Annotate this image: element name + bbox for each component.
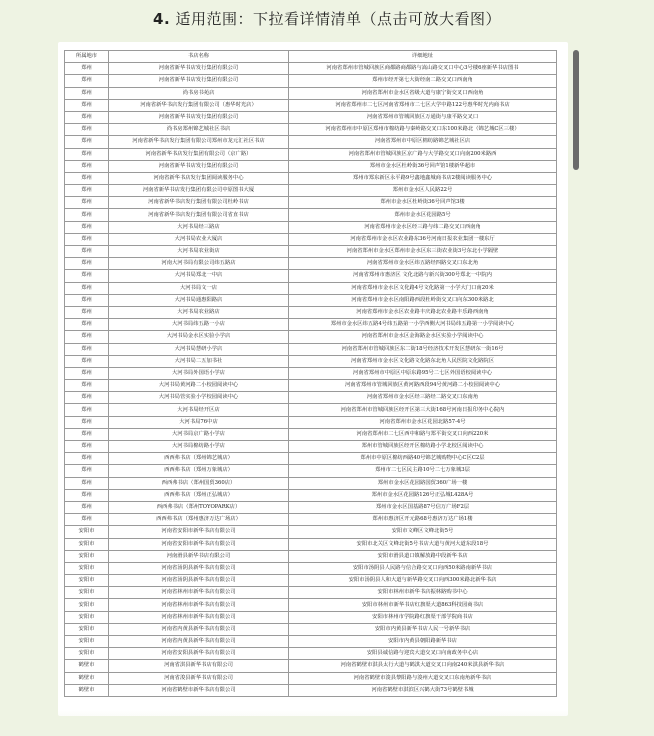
cell-address: 河南省郑州市金水区文化路文化路东北角人民医院文化路院区: [289, 355, 557, 367]
cell-store-name: 河南省内黄县新华书店有限公司: [109, 636, 289, 648]
cell-address: 郑州市金水区花园路126号正弘城L428A号: [289, 489, 557, 501]
cell-address: 河南省郑州市惠济区 文化北路与新兴街300号郑北一中院内: [289, 270, 557, 282]
table-row: [65, 209, 557, 221]
cell-address: 河南省郑州市金水区花园北路57-4号: [289, 416, 557, 428]
cell-address: 安阳市林州市新华书店振林路购书中心: [289, 587, 557, 599]
cell-city: 郑州: [65, 246, 109, 258]
cell-store-name: 尚书房郑州锦艺城社区书店: [109, 124, 289, 136]
table-row: [65, 453, 557, 465]
cell-address: 安阳市北关区文峰北街5号书店大道与黄河大道东段18号: [289, 538, 557, 550]
cell-city: 郑州: [65, 441, 109, 453]
cell-address: 郑州市郑东新区永平路9号鑫地鑫城商书店2楼阅读服务中心: [289, 172, 557, 184]
cell-address: 郑州市金水区花园路5号: [289, 209, 557, 221]
cell-city: 安阳市: [65, 599, 109, 611]
cell-city: 郑州: [65, 428, 109, 440]
cell-store-name: 大河书局郑北一中店: [109, 270, 289, 282]
cell-store-name: 西西弗书店（郑州TOYOPARK店）: [109, 501, 289, 513]
cell-store-name: 大河书局农业路店: [109, 306, 289, 318]
table-row: [65, 514, 557, 526]
table-row: [65, 258, 557, 270]
cell-city: 郑州: [65, 380, 109, 392]
table-row: [65, 282, 557, 294]
table-row: [65, 489, 557, 501]
cell-store-name: 大河书局棉纺路小学店: [109, 441, 289, 453]
cell-address: 河南省郑州市管城回族区京广路与大学路交叉口向南200米路西: [289, 148, 557, 160]
cell-city: 郑州: [65, 367, 109, 379]
cell-city: 郑州: [65, 392, 109, 404]
cell-store-name: 大河书局慧研小学店: [109, 343, 289, 355]
table-row: [65, 75, 557, 87]
table-row: [65, 660, 557, 672]
cell-address: 郑州市管城回族区经开区棉纺路小学北校区阅读中心: [289, 441, 557, 453]
cell-address: 安阳市林州市新华书店红旗渠大道863科技园商书店: [289, 599, 557, 611]
cell-city: 郑州: [65, 355, 109, 367]
cell-store-name: 西西弗书店（郑州锦艺城店）: [109, 453, 289, 465]
cell-address: 河南省郑州市金水区经三路经二路交叉口东南角: [289, 392, 557, 404]
cell-address: 河南省鹤壁市浚县黎阳路与浚州大道交叉口东南角新华书店: [289, 672, 557, 684]
cell-city: 郑州: [65, 87, 109, 99]
table-row: [65, 294, 557, 306]
cell-store-name: 大河书局外国语小学店: [109, 367, 289, 379]
cell-address: 河南省郑州市金水区南阳路西段杜岭街交叉口向东300米路北: [289, 294, 557, 306]
cell-city: 郑州: [65, 99, 109, 111]
cell-store-name: 大河书局农业街店: [109, 246, 289, 258]
table-row: [65, 599, 557, 611]
cell-city: 安阳市: [65, 623, 109, 635]
cell-address: 郑州市金水区纬五路4号纬五路第一小学西侧大河书局纬五路第一小学阅读中心: [289, 319, 557, 331]
cell-store-name: 大河书局二五加书社: [109, 355, 289, 367]
cell-city: 郑州: [65, 501, 109, 513]
table-row: [65, 197, 557, 209]
cell-city: 郑州: [65, 489, 109, 501]
cell-address: 安阳县诚信路与迎宾大道交叉口向南政务中心店: [289, 648, 557, 660]
cell-city: 安阳市: [65, 538, 109, 550]
table-row: [65, 246, 557, 258]
cell-city: 郑州: [65, 343, 109, 355]
cell-address: 郑州市金水区杜岭街36号回声馆3楼: [289, 197, 557, 209]
cell-address: 安阳市汤阴县人和大道与新华路交叉口向西300米路北新华书店: [289, 575, 557, 587]
table-row: [65, 636, 557, 648]
table-row: [65, 355, 557, 367]
scrollbar[interactable]: [573, 50, 579, 170]
cell-store-name: 大河书局76中店: [109, 416, 289, 428]
header-store-name: 书店名称: [109, 51, 289, 63]
cell-address: 河南省鹤壁市淇滨区兴鹤大街73号鹤壁书城: [289, 684, 557, 696]
cell-city: 郑州: [65, 160, 109, 172]
cell-address: 安阳市内黄县新华书店人民一号新华书店: [289, 623, 557, 635]
cell-city: 郑州: [65, 136, 109, 148]
cell-store-name: 河南省新华书店发行集团阅读服务中心: [109, 172, 289, 184]
cell-store-name: 大河书局农业大厦店: [109, 233, 289, 245]
cell-city: 郑州: [65, 282, 109, 294]
cell-store-name: 河南省鹤壁市新华书店有限公司: [109, 684, 289, 696]
cell-city: 郑州: [65, 209, 109, 221]
table-row: [65, 270, 557, 282]
heading-number: 4.: [153, 10, 171, 28]
cell-address: 郑州市二七区民主路10号二七万象城3层: [289, 465, 557, 477]
cell-store-name: 河南省林州市新华书店有限公司: [109, 587, 289, 599]
cell-city: 郑州: [65, 233, 109, 245]
page-heading: [0, 8, 654, 29]
cell-city: 鹤壁市: [65, 672, 109, 684]
cell-address: 安阳市汤阴县人民路与信合路交叉口向西50米路南新华书店: [289, 562, 557, 574]
cell-city: 安阳市: [65, 550, 109, 562]
cell-address: 河南省郑州市管城回族区商都路商都路与嵩山路交叉口中心3号楼6座新华书店图书: [289, 63, 557, 75]
heading-text: 适用范围：下拉看详情清单（点击可放大看图）: [175, 10, 501, 28]
cell-city: 郑州: [65, 221, 109, 233]
table-row: [65, 160, 557, 172]
cell-address: 安阳市内黄县朝阳路新华书店: [289, 636, 557, 648]
cell-address: 河南省鹤壁市淇县太行大道与鹤淇大道交叉口向南240米淇县新华书店: [289, 660, 557, 672]
cell-store-name: 大河书局纬五路一小店: [109, 319, 289, 331]
cell-city: 郑州: [65, 477, 109, 489]
cell-store-name: 河南省安阳县新华书店有限公司: [109, 648, 289, 660]
cell-store-name: 河南省新华书店发行集团有限公司（京广路）: [109, 148, 289, 160]
table-row: [65, 124, 557, 136]
cell-address: 河南省郑州市金水区文化路4号文化路第一小学大门口南20米: [289, 282, 557, 294]
cell-address: 河南省郑州市中原区郑州市棉纺路与秦岭路交叉口东100米路北（锦艺城C区三楼）: [289, 124, 557, 136]
cell-address: 河南省郑州市管城回族区黄河路西段94号黄河路二小校园阅读中心: [289, 380, 557, 392]
cell-address: 郑州市经开第七大街经南二路交叉口西南角: [289, 75, 557, 87]
table-row: [65, 477, 557, 489]
cell-store-name: 河南省内黄县新华书店有限公司: [109, 623, 289, 635]
cell-address: 河南省郑州市管城回族区东二街18号经济技术开发区慧研东一街16号: [289, 343, 557, 355]
cell-store-name: 大河书局经开区店: [109, 404, 289, 416]
cell-store-name: 西西弗书店（郑州国贸360店）: [109, 477, 289, 489]
table-row: [65, 672, 557, 684]
cell-address: 河南省郑州市二七区河南省郑州市二七区大学中路122号惠华时光内商书店: [289, 99, 557, 111]
table-row: [65, 526, 557, 538]
cell-city: 郑州: [65, 75, 109, 87]
table-row: [65, 221, 557, 233]
table-row: [65, 111, 557, 123]
cell-store-name: 河南省新华书店发行集团有限公司省直书店: [109, 209, 289, 221]
cell-address: 郑州市金水区国基路87号信万广场F2层: [289, 501, 557, 513]
table-row: [65, 648, 557, 660]
cell-store-name: 河南大河书局有限公司纬五路店: [109, 258, 289, 270]
store-table: [64, 50, 557, 697]
cell-store-name: 西西弗书店（郑州万象城店）: [109, 465, 289, 477]
cell-address: 河南省郑州市金水区纬五路经四路交叉口东北角: [289, 258, 557, 270]
cell-address: 安阳市滑县道口镇解放路中段新华书店: [289, 550, 557, 562]
cell-address: 郑州市金水区杜岭街36号回声馆1楼新华超市: [289, 160, 557, 172]
cell-city: 郑州: [65, 404, 109, 416]
table-row: [65, 441, 557, 453]
cell-store-name: 尚书房书苑店: [109, 87, 289, 99]
cell-city: 郑州: [65, 453, 109, 465]
cell-address: 河南省郑州市金水区省级大道与康宁街交叉口西南角: [289, 87, 557, 99]
cell-city: 郑州: [65, 197, 109, 209]
cell-address: 河南省郑州市中原区中原东路95号二七区外国语校阅读中心: [289, 367, 557, 379]
table-row: [65, 319, 557, 331]
table-row: [65, 331, 557, 343]
table-row: [65, 684, 557, 696]
cell-store-name: 河南省安阳市新华书店有限公司: [109, 526, 289, 538]
cell-address: 河南省郑州市金水区经三路与纬二路交叉口西南角: [289, 221, 557, 233]
cell-address: 郑州市金水区人民路22号: [289, 185, 557, 197]
cell-store-name: 河南省新华书店发行集团有限公司: [109, 160, 289, 172]
cell-address: 安阳市林州市学院路红旗渠干部学院商书店: [289, 611, 557, 623]
cell-store-name: 大河书局金水区实验小学店: [109, 331, 289, 343]
cell-store-name: 河南省浚县新华书店有限公司: [109, 672, 289, 684]
table-row: [65, 63, 557, 75]
cell-city: 郑州: [65, 63, 109, 75]
cell-store-name: 河南省新华书店发行集团有限公司（惠华时光店）: [109, 99, 289, 111]
cell-city: 安阳市: [65, 648, 109, 660]
cell-store-name: 河南省汤阴县新华书店有限公司: [109, 575, 289, 587]
cell-address: 河南省郑州市管城回族区万通街与康平路交叉口: [289, 111, 557, 123]
header-address: 详细地址: [289, 51, 557, 63]
table-row: [65, 538, 557, 550]
cell-city: 郑州: [65, 306, 109, 318]
cell-city: 安阳市: [65, 575, 109, 587]
cell-store-name: 河南省林州市新华书店有限公司: [109, 611, 289, 623]
cell-address: 郑州市中原区棉纺西路40号锦艺城购物中心C区C2层: [289, 453, 557, 465]
table-row: [65, 343, 557, 355]
table-row: [65, 623, 557, 635]
bottom-fade: [0, 710, 654, 736]
table-row: [65, 465, 557, 477]
cell-city: 郑州: [65, 465, 109, 477]
cell-store-name: 河南省新华书店发行集团有限公司: [109, 75, 289, 87]
table-row: [65, 306, 557, 318]
cell-store-name: 河南省林州市新华书店有限公司: [109, 599, 289, 611]
cell-store-name: 河南省新华书店发行集团有限公司杜岭书店: [109, 197, 289, 209]
cell-address: 河南省郑州市中原区棉纺路锦艺城社区店: [289, 136, 557, 148]
cell-city: 郑州: [65, 331, 109, 343]
cell-store-name: 河南省安阳市新华书店有限公司: [109, 538, 289, 550]
cell-city: 郑州: [65, 111, 109, 123]
cell-store-name: 大河书局黄河路二小校园阅读中心: [109, 380, 289, 392]
cell-store-name: 大河书局通惠阳路店: [109, 294, 289, 306]
cell-city: 安阳市: [65, 611, 109, 623]
table-row: [65, 380, 557, 392]
table-row: [65, 185, 557, 197]
cell-city: 鹤壁市: [65, 660, 109, 672]
cell-address: 郑州市金水区花园路国贸360广场一楼: [289, 477, 557, 489]
cell-city: 郑州: [65, 514, 109, 526]
table-row: [65, 99, 557, 111]
cell-store-name: 河南省新华书店发行集团有限公司: [109, 63, 289, 75]
table-row: [65, 367, 557, 379]
table-row: [65, 428, 557, 440]
cell-city: 郑州: [65, 294, 109, 306]
table-row: [65, 562, 557, 574]
table-row: [65, 416, 557, 428]
cell-store-name: 河南省新华书店发行集团有限公司中原图书大厦: [109, 185, 289, 197]
cell-city: 安阳市: [65, 526, 109, 538]
table-row: [65, 87, 557, 99]
cell-store-name: 西西弗书店（郑州惠济万达广场店）: [109, 514, 289, 526]
table-row: [65, 148, 557, 160]
cell-store-name: 河南省淇县新华书店有限公司: [109, 660, 289, 672]
cell-address: 河南省郑州市金水区金海路金水区实验小学阅读中心: [289, 331, 557, 343]
table-header-row: [65, 51, 557, 63]
cell-address: 安阳市文峰区文峰北街5号: [289, 526, 557, 538]
table-row: [65, 172, 557, 184]
cell-city: 郑州: [65, 319, 109, 331]
cell-city: 郑州: [65, 185, 109, 197]
store-list-image[interactable]: [58, 42, 568, 716]
cell-city: 安阳市: [65, 587, 109, 599]
table-row: [65, 575, 557, 587]
cell-city: 安阳市: [65, 562, 109, 574]
cell-city: 安阳市: [65, 636, 109, 648]
cell-city: 郑州: [65, 124, 109, 136]
cell-store-name: 河南省汤阴县新华书店有限公司: [109, 562, 289, 574]
cell-store-name: 河南省新华书店发行集团有限公司: [109, 111, 289, 123]
cell-address: 河南省郑州市金水区农业路东36号河南日报农业集团一楼东厅: [289, 233, 557, 245]
cell-city: 郑州: [65, 258, 109, 270]
cell-store-name: 大河书局管实验小学校园阅读中心: [109, 392, 289, 404]
cell-city: 鹤壁市: [65, 684, 109, 696]
cell-city: 郑州: [65, 270, 109, 282]
cell-store-name: 河南滑县新华书店有限公司: [109, 550, 289, 562]
table-row: [65, 392, 557, 404]
table-row: [65, 501, 557, 513]
table-row: [65, 404, 557, 416]
cell-address: 郑州市惠济区开元路68号惠济万达广场1楼: [289, 514, 557, 526]
table-row: [65, 136, 557, 148]
cell-city: 郑州: [65, 148, 109, 160]
cell-store-name: 大河书局京广路小学店: [109, 428, 289, 440]
table-row: [65, 587, 557, 599]
cell-store-name: 河南省新华书店发行集团有限公司郑州市龙元汇社区书店: [109, 136, 289, 148]
header-city: 所属地市: [65, 51, 109, 63]
cell-city: 郑州: [65, 172, 109, 184]
cell-address: 河南省郑州市金水区农业路丰庆路北农业路丰乐路西南角: [289, 306, 557, 318]
cell-store-name: 大河书局文一店: [109, 282, 289, 294]
table-row: [65, 611, 557, 623]
cell-store-name: 大河书局经三路店: [109, 221, 289, 233]
cell-address: 河南省郑州市二七区西中和路与郑平街交叉口向西220米: [289, 428, 557, 440]
table-row: [65, 550, 557, 562]
cell-city: 郑州: [65, 416, 109, 428]
cell-address: 河南省郑州市管城回族区经开区第三大街168号河南日报印务中心院内: [289, 404, 557, 416]
table-body: [65, 63, 557, 697]
table-row: [65, 233, 557, 245]
cell-address: 河南省郑州市金水区郑州市金水区东三街农业街3号东北小学隔壁: [289, 246, 557, 258]
cell-store-name: 西西弗书店（郑州正弘城店）: [109, 489, 289, 501]
